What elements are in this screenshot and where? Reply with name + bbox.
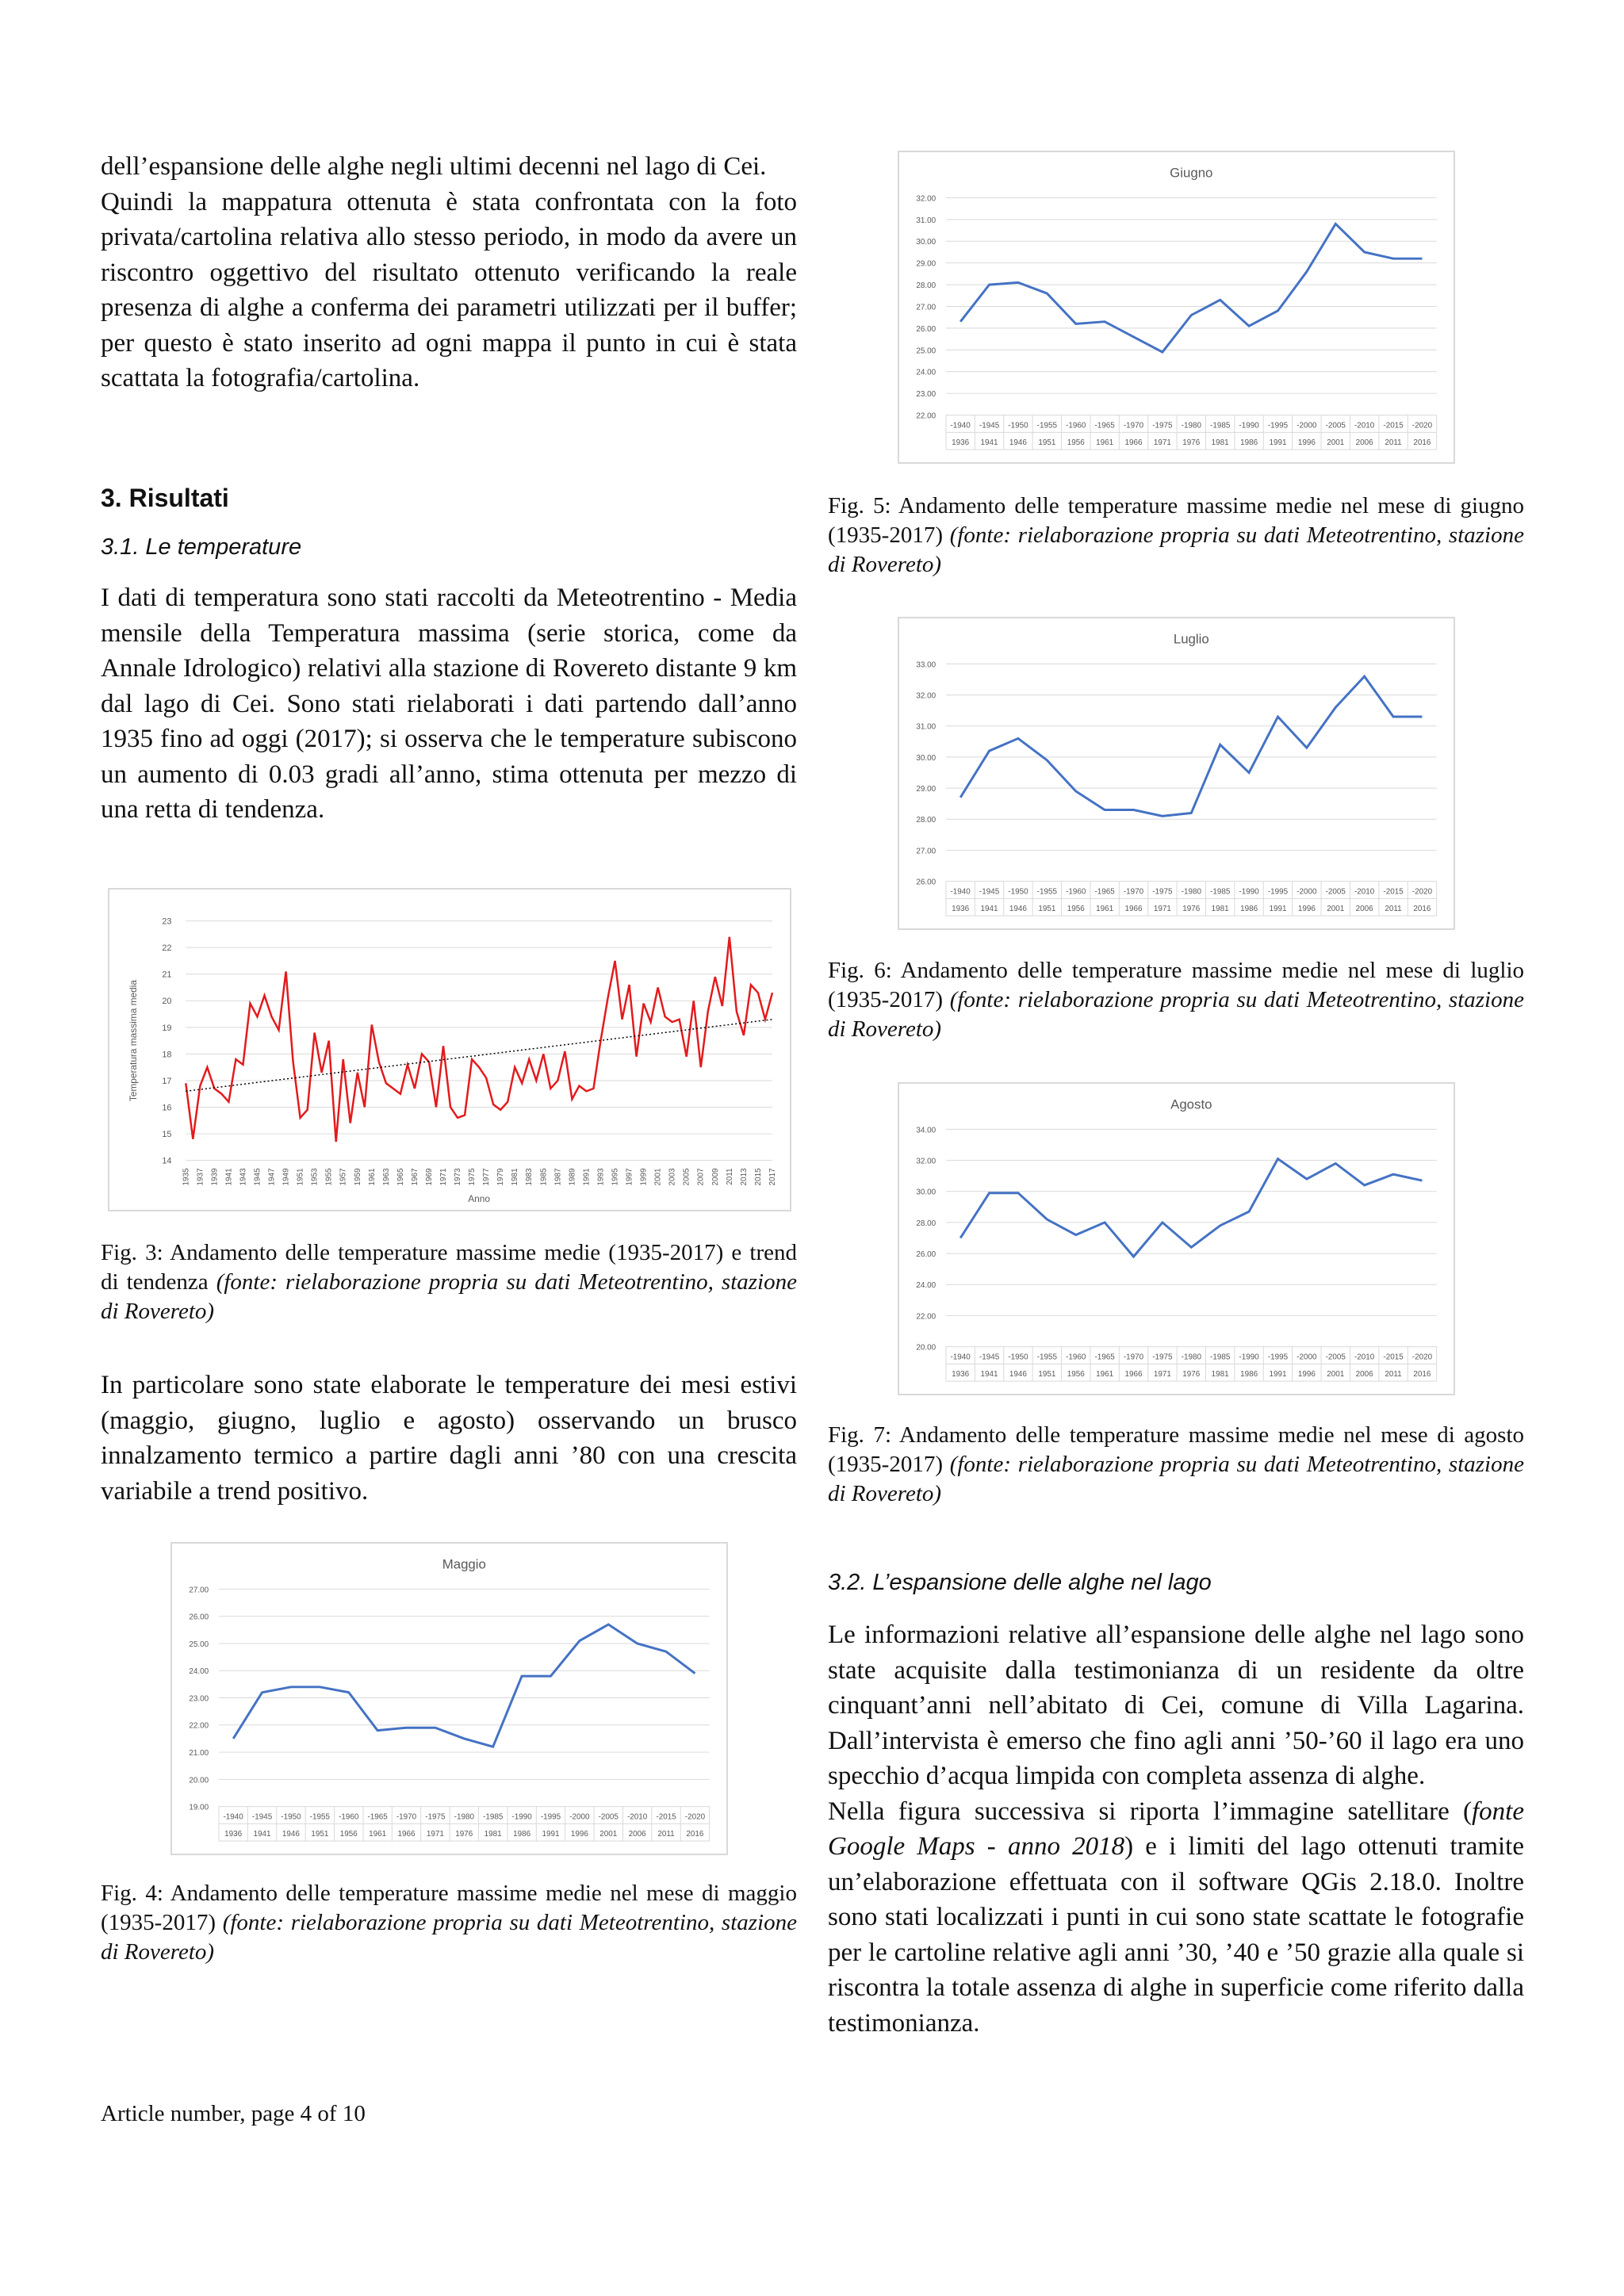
x-tick-label: 1946 [1009, 1370, 1027, 1380]
x-tick-label: -1990 [1239, 1353, 1259, 1362]
x-tick-label: -2020 [1411, 887, 1433, 897]
y-tick-label: 15 [162, 1130, 172, 1140]
x-tick-label: 2007 [696, 1168, 706, 1186]
x-tick-label: 1941 [980, 438, 998, 448]
x-tick-label: 1999 [639, 1168, 649, 1186]
y-tick-label: 23 [162, 916, 172, 927]
x-tick-label: 1991 [1269, 1370, 1287, 1380]
caption-text: Fig. 5: Andamento delle temperature massime medie nel mese di giugno (1935-2017) [828, 493, 1524, 548]
x-tick-label: -1950 [281, 1812, 301, 1822]
temperature-series-line [186, 937, 772, 1142]
y-tick-label: 31.00 [916, 722, 936, 732]
x-tick-label: 2006 [628, 1830, 646, 1839]
page-footer: Article number, page 4 of 10 [101, 2101, 366, 2126]
x-tick-label: -2020 [684, 1812, 706, 1822]
x-tick-label: -1945 [979, 1353, 1000, 1362]
x-tick-label: 2011 [657, 1830, 675, 1839]
x-tick-label: 1956 [1067, 1370, 1085, 1380]
y-tick-label: 26.00 [189, 1613, 209, 1622]
x-tick-label: -1995 [540, 1812, 561, 1822]
x-tick-label: 2016 [686, 1830, 704, 1839]
x-tick-label: -1980 [1181, 1353, 1201, 1362]
y-tick-label: 28.00 [916, 816, 936, 825]
y-tick-label: 19 [162, 1023, 172, 1033]
x-tick-label: -1960 [1066, 1353, 1086, 1362]
x-tick-label: -1950 [1008, 1353, 1028, 1362]
x-tick-label: 2011 [725, 1168, 734, 1185]
x-tick-label: -2020 [1411, 1353, 1433, 1362]
y-tick-label: 30.00 [916, 1188, 936, 1197]
paragraph: In particolare sono state elaborate le temperature dei mesi estivi (maggio, giugno, luglio e agosto) osservando un brusco innalzamento termico a partire dagli anni ’80 con una crescita variabile a trend positivo. [101, 1371, 797, 1506]
x-tick-label: -1970 [1123, 421, 1144, 430]
x-tick-label: 1981 [511, 1168, 520, 1186]
y-tick-label: 17 [162, 1076, 172, 1086]
x-tick-label: 1971 [426, 1830, 444, 1839]
x-tick-label: 1946 [282, 1830, 300, 1839]
x-tick-label: -2005 [1325, 421, 1346, 430]
x-tick-label: -1990 [1239, 421, 1259, 430]
x-tick-label: 1996 [1297, 905, 1316, 914]
x-tick-label: -2010 [627, 1812, 648, 1822]
paragraph: dell’espansione delle alghe negli ultimi decenni nel lago di Cei. [101, 152, 767, 181]
y-tick-label: 25.00 [916, 346, 936, 356]
y-tick-label: 20 [162, 997, 172, 1007]
y-tick-label: 30.00 [916, 238, 936, 247]
x-tick-label: 1937 [196, 1168, 205, 1186]
x-tick-label: 1961 [369, 1830, 387, 1839]
left-column-body-2 [101, 1368, 797, 1509]
x-tick-label: 2017 [768, 1168, 777, 1186]
y-tick-label: 29.00 [916, 259, 936, 269]
x-tick-label: 1969 [424, 1168, 434, 1186]
y-tick-label: 24.00 [189, 1667, 209, 1677]
section-title: 3. Risultati [101, 484, 229, 512]
x-tick-label: -1940 [950, 1353, 971, 1362]
x-tick-label: 1981 [484, 1830, 502, 1839]
x-tick-label: -1985 [1210, 421, 1231, 430]
x-tick-label: 2001 [653, 1168, 663, 1186]
y-tick-label: 20.00 [189, 1776, 209, 1785]
x-tick-label: -2015 [1383, 421, 1404, 430]
x-tick-label: 1936 [224, 1830, 243, 1839]
x-tick-label: -2015 [1383, 1353, 1404, 1362]
x-tick-label: 1973 [454, 1168, 463, 1186]
x-tick-label: 1939 [210, 1168, 220, 1186]
x-tick-label: -1985 [1210, 1353, 1231, 1362]
y-tick-label: 23.00 [189, 1694, 209, 1704]
x-tick-label: 1991 [1269, 905, 1287, 914]
x-tick-label: 2003 [668, 1168, 677, 1186]
figure-3-chart [108, 888, 791, 1211]
x-tick-label: 1946 [1009, 905, 1027, 914]
y-tick-label: 22.00 [189, 1721, 209, 1731]
x-tick-label: 1935 [182, 1168, 191, 1186]
y-tick-label: 28.00 [916, 281, 936, 291]
x-tick-label: 2001 [1327, 1370, 1345, 1380]
y-tick-label: 27.00 [189, 1586, 209, 1595]
x-tick-label: 2011 [1385, 905, 1402, 914]
x-tick-label: 1951 [1038, 438, 1056, 448]
x-tick-label: 1951 [296, 1168, 305, 1186]
x-tick-label: 1951 [1038, 1370, 1056, 1380]
chart-title: Maggio [442, 1556, 486, 1572]
x-tick-label: -2000 [1297, 421, 1317, 430]
x-tick-label: 1986 [1240, 438, 1258, 448]
chart-title: Giugno [1170, 165, 1213, 181]
y-tick-label: 29.00 [916, 785, 936, 794]
x-tick-label: 1986 [1240, 1370, 1258, 1380]
y-tick-label: 24.00 [916, 368, 936, 377]
x-tick-label: 1966 [1124, 905, 1143, 914]
x-tick-label: 1971 [1153, 438, 1171, 448]
x-tick-label: 1981 [1211, 438, 1229, 448]
x-tick-label: -1995 [1267, 887, 1289, 897]
caption-text: Fig. 7: Andamento delle temperature massime medie nel mese di agosto (1935-2017) [828, 1422, 1524, 1477]
x-tick-label: 1956 [339, 1830, 358, 1839]
x-tick-label: 1966 [397, 1830, 416, 1839]
x-tick-label: 1995 [611, 1168, 620, 1186]
y-tick-label: 33.00 [916, 660, 936, 670]
figure-6-caption [828, 956, 1524, 1044]
figure-4-caption [101, 1879, 797, 1967]
x-tick-label: -1970 [1123, 1353, 1144, 1362]
x-tick-label: 1976 [455, 1830, 473, 1839]
x-tick-label: 1975 [468, 1168, 477, 1186]
x-tick-label: -1940 [950, 421, 971, 430]
x-axis-label: Anno [468, 1193, 490, 1205]
subsection-title: 3.1. Le temperature [101, 534, 302, 560]
x-tick-label: 1996 [1297, 438, 1316, 448]
x-tick-label: -1990 [511, 1812, 532, 1822]
x-tick-label: 1956 [1067, 438, 1085, 448]
paragraph: I dati di temperatura sono stati raccolti da Meteotrentino - Media mensile della Temperatura massima (serie storica, come da Annale Idrologico) relativi alla stazione di Rovereto distante 9 km dal lago di Cei. Sono stati rielaborati i dati partendo dall’anno 1935 fino ad oggi (2017); si osserva che le temperature subiscono un aumento di 0.03 gradi all’anno, stima ottenuta per mezzo di una retta di tendenza. [101, 584, 797, 824]
figure-7-caption [828, 1421, 1524, 1509]
x-tick-label: 2013 [739, 1168, 749, 1186]
x-tick-label: 1991 [1269, 438, 1287, 448]
x-tick-label: 1955 [324, 1168, 334, 1186]
x-tick-label: 2001 [1327, 905, 1345, 914]
x-tick-label: 1961 [367, 1168, 377, 1186]
x-tick-label: 1941 [224, 1168, 234, 1186]
y-tick-label: 28.00 [916, 1219, 936, 1228]
x-tick-label: 1981 [1211, 905, 1229, 914]
temperature-series-line [233, 1624, 695, 1747]
x-tick-label: -1980 [1181, 421, 1201, 430]
fig4-svg [172, 1544, 726, 1854]
x-tick-label: 1965 [396, 1168, 405, 1186]
temperature-series-line [960, 1159, 1422, 1257]
y-tick-label: 19.00 [189, 1803, 209, 1812]
y-tick-label: 32.00 [916, 1157, 936, 1166]
x-tick-label: 1963 [381, 1168, 391, 1186]
x-tick-label: 1959 [353, 1168, 362, 1186]
x-tick-label: -1975 [425, 1812, 446, 1822]
x-tick-label: -1955 [1036, 887, 1057, 897]
paragraph: Quindi la mappatura ottenuta è stata confrontata con la foto privata/cartolina relativa allo stesso periodo, in modo da avere un riscontro oggettivo del risultato ottenuto verificando la reale presenza di alghe a conferma dei parametri utilizzati per il buffer; per questo è stato inserito ad ogni mappa il punto in cui è stata scattata la fotografia/cartolina. [101, 187, 797, 392]
x-tick-label: -1945 [251, 1812, 273, 1822]
y-tick-label: 34.00 [916, 1126, 936, 1135]
x-tick-label: -2000 [569, 1812, 590, 1822]
x-tick-label: -1945 [979, 887, 1000, 897]
x-tick-label: -2005 [598, 1812, 619, 1822]
y-tick-label: 31.00 [916, 216, 936, 225]
x-tick-label: -2020 [1411, 421, 1433, 430]
x-tick-label: -1980 [454, 1812, 474, 1822]
x-tick-label: -1955 [1036, 1353, 1057, 1362]
x-tick-label: 1953 [310, 1168, 320, 1186]
figure-3-caption [101, 1238, 797, 1326]
x-tick-label: 1989 [568, 1168, 577, 1186]
x-tick-label: 1971 [1153, 905, 1171, 914]
x-tick-label: 1991 [542, 1830, 560, 1839]
x-tick-label: 1991 [582, 1168, 592, 1186]
x-tick-label: -1955 [1036, 421, 1057, 430]
caption-source: (fonte: rielaborazione propria su dati Meteotrentino, stazione di Rovereto) [101, 1269, 797, 1324]
x-tick-label: 1996 [570, 1830, 588, 1839]
subsection-title: 3.2. L’espansione delle alghe nel lago [828, 1570, 1212, 1595]
x-tick-label: 1976 [1182, 438, 1201, 448]
x-tick-label: 1976 [1182, 905, 1201, 914]
paragraph [828, 1794, 1524, 2042]
x-tick-label: 1986 [1240, 905, 1258, 914]
x-tick-label: 1997 [625, 1168, 634, 1186]
fig6-svg [899, 618, 1454, 928]
x-tick-label: -1940 [950, 887, 971, 897]
x-tick-label: -1965 [1094, 1353, 1115, 1362]
x-tick-label: -1950 [1008, 887, 1028, 897]
x-tick-label: 1951 [1038, 905, 1056, 914]
x-tick-label: -1960 [1066, 887, 1086, 897]
right-column-body [828, 1617, 1524, 2041]
x-tick-label: 1966 [1124, 438, 1143, 448]
x-tick-label: -2015 [1383, 887, 1404, 897]
x-tick-label: 1946 [1009, 438, 1027, 448]
x-tick-label: 1986 [513, 1830, 531, 1839]
x-tick-label: 1979 [496, 1168, 506, 1186]
x-tick-label: 2001 [1327, 438, 1345, 448]
x-tick-label: 1961 [1096, 1370, 1114, 1380]
x-tick-label: 1996 [1297, 1370, 1316, 1380]
x-tick-label: 1976 [1182, 1370, 1201, 1380]
x-tick-label: -1985 [483, 1812, 504, 1822]
x-tick-label: 1993 [596, 1168, 606, 1186]
x-tick-label: -1975 [1152, 421, 1173, 430]
x-tick-label: -1965 [1094, 887, 1115, 897]
figure-4-chart [170, 1542, 728, 1855]
y-tick-label: 26.00 [916, 1250, 936, 1260]
y-tick-label: 27.00 [916, 303, 936, 312]
x-tick-label: 1983 [525, 1168, 534, 1186]
y-tick-label: 16 [162, 1103, 172, 1113]
x-tick-label: 1941 [980, 905, 998, 914]
x-tick-label: -2000 [1297, 887, 1317, 897]
caption-source: (fonte: rielaborazione propria su dati Meteotrentino, stazione di Rovereto) [828, 522, 1524, 577]
x-tick-label: -1950 [1008, 421, 1028, 430]
y-tick-label: 23.00 [916, 390, 936, 400]
x-tick-label: 2011 [1385, 1370, 1402, 1380]
x-tick-label: 2015 [753, 1168, 763, 1186]
y-tick-label: 14 [162, 1156, 172, 1166]
x-tick-label: -2015 [656, 1812, 676, 1822]
x-tick-label: 1941 [253, 1830, 271, 1839]
x-tick-label: -1975 [1152, 887, 1173, 897]
figure-6-chart [898, 617, 1455, 930]
y-tick-label: 24.00 [916, 1281, 936, 1291]
figure-5-chart [898, 151, 1455, 464]
x-tick-label: 1936 [952, 905, 970, 914]
x-tick-label: 1967 [410, 1168, 419, 1186]
y-tick-label: 32.00 [916, 691, 936, 701]
x-tick-label: -1985 [1210, 887, 1231, 897]
x-tick-label: 2009 [710, 1168, 720, 1186]
x-tick-label: 1936 [952, 438, 970, 448]
temperature-series-line [960, 224, 1422, 352]
y-tick-label: 22.00 [916, 1312, 936, 1322]
x-tick-label: -1960 [339, 1812, 359, 1822]
caption-source: (fonte: rielaborazione propria su dati Meteotrentino, stazione di Rovereto) [828, 987, 1524, 1042]
paragraph: Le informazioni relative all’espansione delle alghe nel lago sono state acquisite dalla testimonianza di un residente da oltre cinquant’anni nell’abitato di Cei, comune di Villa Lagarina. Dall’intervista è emerso che fino agli anni ’50-’60 il lago era uno specchio d’acqua limpida con completa assenza di alghe. [828, 1621, 1524, 1790]
x-tick-label: -1965 [1094, 421, 1115, 430]
caption-text: Fig. 6: Andamento delle temperature massime medie nel mese di luglio (1935-2017) [828, 958, 1524, 1012]
caption-source: (fonte: rielaborazione propria su dati Meteotrentino, stazione di Rovereto) [828, 1452, 1524, 1506]
x-tick-label: 2006 [1355, 905, 1373, 914]
x-tick-label: 1966 [1124, 1370, 1143, 1380]
x-tick-label: 1961 [1096, 438, 1114, 448]
x-tick-label: 1957 [339, 1168, 348, 1186]
x-tick-label: 2006 [1355, 438, 1373, 448]
x-tick-label: 1951 [311, 1830, 329, 1839]
fig5-svg [899, 152, 1454, 462]
x-tick-label: 2016 [1413, 1370, 1431, 1380]
text-span: Nella figura successiva si riporta l’immagine satellitare ( [828, 1797, 1473, 1826]
y-tick-label: 32.00 [916, 194, 936, 204]
chart-title: Agosto [1170, 1096, 1212, 1112]
source-span: fonte Google Maps - anno 2018 [828, 1797, 1524, 1861]
x-tick-label: 1981 [1211, 1370, 1229, 1380]
x-tick-label: -2000 [1297, 1353, 1317, 1362]
x-tick-label: -2005 [1325, 887, 1346, 897]
x-tick-label: 2016 [1413, 438, 1431, 448]
x-tick-label: 1971 [439, 1168, 449, 1186]
y-tick-label: 22.00 [916, 411, 936, 421]
x-tick-label: -2010 [1354, 887, 1375, 897]
x-tick-label: -1980 [1181, 887, 1201, 897]
x-tick-label: -1955 [309, 1812, 330, 1822]
y-tick-label: 26.00 [916, 324, 936, 334]
x-tick-label: 1941 [980, 1370, 998, 1380]
x-tick-label: -1945 [979, 421, 1000, 430]
text-span: ) e i limiti del lago ottenuti tramite un’elaborazione effettuata con il software QGis 2.18.0. Inoltre sono stati localizzati i punti in cui sono state scattate le fotografie per le cartoline relative agli anni ’30, ’40 e ’50 grazie alla quale si riscontra la totale assenza di alghe in superficie come riferito dalla testimonianza. [828, 1832, 1524, 2038]
x-tick-label: 2001 [599, 1830, 618, 1839]
y-tick-label: 25.00 [189, 1640, 209, 1649]
x-tick-label: 1943 [239, 1168, 248, 1186]
x-tick-label: -1975 [1152, 1353, 1173, 1362]
y-tick-label: 18 [162, 1050, 172, 1060]
temperature-series-line [960, 676, 1422, 816]
fig3-svg [109, 890, 790, 1210]
x-tick-label: -2010 [1354, 1353, 1375, 1362]
x-tick-label: 1945 [253, 1168, 262, 1186]
x-tick-label: -1965 [367, 1812, 388, 1822]
y-tick-label: 21.00 [189, 1749, 209, 1758]
x-tick-label: 1947 [267, 1168, 277, 1186]
x-tick-label: -1990 [1239, 887, 1259, 897]
x-tick-label: 1956 [1067, 905, 1085, 914]
x-tick-label: 1977 [482, 1168, 492, 1186]
left-column [101, 149, 797, 396]
fig7-svg [899, 1084, 1454, 1394]
y-tick-label: 30.00 [916, 753, 936, 763]
x-tick-label: -2010 [1354, 421, 1375, 430]
x-tick-label: -1960 [1066, 421, 1086, 430]
x-tick-label: 1949 [282, 1168, 291, 1186]
x-tick-label: -1995 [1267, 421, 1289, 430]
x-tick-label: 1987 [553, 1168, 563, 1186]
caption-text: Fig. 3: Andamento delle temperature massime medie (1935-2017) e trend di tendenza [101, 1240, 797, 1295]
y-tick-label: 22 [162, 943, 172, 954]
x-tick-label: -1970 [396, 1812, 417, 1822]
left-column-body [101, 580, 797, 828]
x-tick-label: -1995 [1267, 1353, 1289, 1362]
x-tick-label: 1961 [1096, 905, 1114, 914]
y-tick-label: 21 [162, 970, 172, 980]
y-tick-label: 27.00 [916, 847, 936, 856]
x-tick-label: 1936 [952, 1370, 970, 1380]
x-tick-label: -1970 [1123, 887, 1144, 897]
x-tick-label: 2005 [682, 1168, 691, 1186]
x-tick-label: 2016 [1413, 905, 1431, 914]
figure-5-caption [828, 492, 1524, 580]
y-tick-label: 26.00 [916, 878, 936, 887]
x-tick-label: 1971 [1153, 1370, 1171, 1380]
x-tick-label: 2006 [1355, 1370, 1373, 1380]
x-tick-label: 2011 [1385, 438, 1402, 448]
y-axis-label: Temperatura massima media [127, 980, 139, 1102]
caption-source: (fonte: rielaborazione propria su dati Meteotrentino, stazione di Rovereto) [101, 1910, 797, 1965]
chart-title: Luglio [1173, 631, 1209, 647]
x-tick-label: -2005 [1325, 1353, 1346, 1362]
caption-text: Fig. 4: Andamento delle temperature massime medie nel mese di maggio (1935-2017) [101, 1881, 797, 1935]
x-tick-label: -1940 [223, 1812, 243, 1822]
x-tick-label: 1985 [539, 1168, 549, 1186]
figure-7-chart [898, 1082, 1455, 1395]
y-tick-label: 20.00 [916, 1343, 936, 1353]
